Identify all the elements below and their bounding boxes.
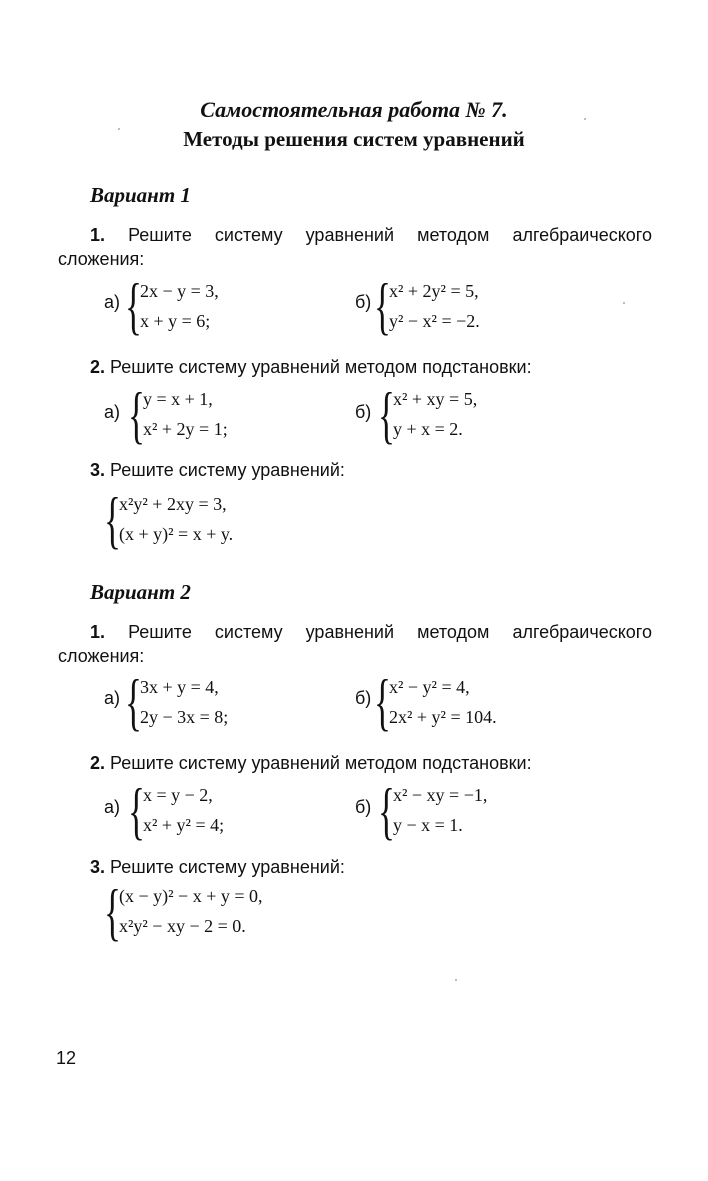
v1-task1-line2: сложения: [58, 249, 145, 269]
v2-task3-eq2: x²y² − xy − 2 = 0. [119, 916, 246, 936]
scan-speck [455, 979, 457, 981]
v2-task2-b-eq1: x² − xy = −1, [393, 785, 488, 805]
v1-task1-a-system [140, 276, 219, 336]
v2-task1-line2: сложения: [58, 646, 145, 666]
v2-task2-b-brace: { [378, 775, 395, 846]
scan-speck [623, 302, 625, 304]
scan-speck [584, 118, 586, 120]
v2-task2-number: 2. [90, 753, 106, 773]
scan-speck [118, 128, 120, 130]
v1-task1-a-eq1: 2x − y = 3, [140, 281, 219, 301]
variant-2-heading: Вариант 2 [90, 580, 191, 604]
page-number: 12 [56, 1048, 77, 1068]
v1-task2-a-eq1: y = x + 1, [143, 389, 213, 409]
v1-task1-line1: Решите систему уравнений методом алгебраического [128, 225, 652, 245]
v1-task3-eq1: x²y² + 2xy = 3, [119, 494, 227, 514]
v2-task2-b-eq2: y − x = 1. [393, 815, 463, 835]
v1-task2-b-eq2: y + x = 2. [393, 419, 463, 439]
v1-task2-b-system [393, 384, 477, 444]
v2-task1-a-brace: { [125, 666, 142, 737]
v2-task3-text [90, 855, 345, 879]
v1-task1-a-label: а) [104, 292, 121, 312]
v1-task2-text [90, 355, 532, 379]
v1-task1-number: 1. [90, 225, 106, 245]
v2-task3-line: Решите систему уравнений: [110, 857, 345, 877]
v1-task2-b-label: б) [355, 402, 372, 422]
v1-task1-text [58, 223, 652, 271]
v2-task3-system [119, 881, 263, 941]
v2-task1-a-system [140, 672, 228, 732]
v1-task2-b-brace: { [378, 379, 395, 450]
v1-task3-line: Решите систему уравнений: [110, 460, 345, 480]
v1-task1-a-brace: { [125, 270, 142, 341]
worksheet-title: Самостоятельная работа № 7. [200, 97, 508, 122]
v1-task1-b-system [389, 276, 480, 336]
v2-task3-brace: { [104, 876, 121, 947]
v1-task3-brace: { [104, 484, 121, 555]
v1-task3-eq2: (x + y)² = x + y. [119, 524, 234, 544]
v2-task1-b-eq2: 2x² + y² = 104. [389, 707, 497, 727]
v1-task2-a-brace: { [128, 379, 145, 450]
v2-task2-b-system [393, 780, 487, 840]
v2-task1-text [58, 620, 652, 668]
v1-task2-number: 2. [90, 357, 106, 377]
v1-task3-number: 3. [90, 460, 106, 480]
v1-task3-system [119, 489, 233, 549]
v2-task2-b-label: б) [355, 797, 372, 817]
v2-task2-text [90, 751, 532, 775]
v2-task1-b-brace: { [374, 666, 391, 737]
v2-task2-a-label: а) [104, 797, 121, 817]
v2-task1-b-label: б) [355, 688, 372, 708]
v1-task1-b-label: б) [355, 292, 372, 312]
v1-task2-b-eq1: x² + xy = 5, [393, 389, 478, 409]
v1-task2-a-label: а) [104, 402, 121, 422]
v2-task2-a-eq1: x = y − 2, [143, 785, 213, 805]
v1-task1-b-brace: { [374, 270, 391, 341]
v1-task2-a-system [143, 384, 228, 444]
v1-task1-b-eq1: x² + 2y² = 5, [389, 281, 479, 301]
v2-task3-eq1: (x − y)² − x + y = 0, [119, 886, 263, 906]
v2-task2-a-eq2: x² + y² = 4; [143, 815, 225, 835]
v1-task2-line: Решите систему уравнений методом подстановки: [110, 357, 532, 377]
v2-task1-number: 1. [90, 622, 106, 642]
v1-task1-a-eq2: x + y = 6; [140, 311, 211, 331]
variant-1-heading: Вариант 1 [90, 183, 191, 207]
v2-task2-a-brace: { [128, 775, 145, 846]
v2-task1-line1: Решите систему уравнений методом алгебраического [128, 622, 652, 642]
v2-task1-a-label: а) [104, 688, 121, 708]
v2-task1-a-eq1: 3x + y = 4, [140, 677, 219, 697]
v2-task1-b-system [389, 672, 497, 732]
v1-task3-text [90, 458, 345, 482]
v2-task1-a-eq2: 2y − 3x = 8; [140, 707, 229, 727]
v2-task1-b-eq1: x² − y² = 4, [389, 677, 470, 697]
v1-task2-a-eq2: x² + 2y = 1; [143, 419, 228, 439]
v1-task1-b-eq2: y² − x² = −2. [389, 311, 480, 331]
v2-task3-number: 3. [90, 857, 106, 877]
v2-task2-line: Решите систему уравнений методом подстановки: [110, 753, 532, 773]
worksheet-subtitle: Методы решения систем уравнений [183, 127, 525, 151]
v2-task2-a-system [143, 780, 224, 840]
